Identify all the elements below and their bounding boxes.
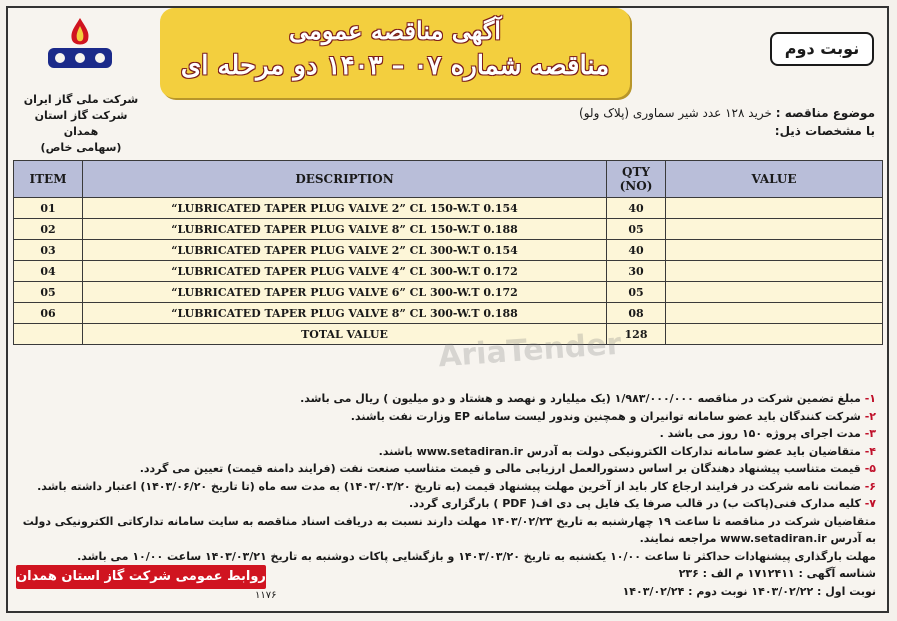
tender-number: مناقصه شماره ۰۷ – ۱۴۰۳ دو مرحله ای	[180, 51, 610, 81]
table-row	[14, 198, 883, 219]
deadline-line: مهلت بارگذاری پیشنهادات حداکثر تا ساعت ۱۰/۰۰ یکشنبه به تاریخ ۱۴۰۳/۰۳/۲۰ و بازگشایی پاکات دوشنبه به تاریخ ۱۴۰۳/۰۳/۲۱ ساعت ۱۰/۰۰ می باشد.	[77, 549, 876, 563]
public-relations-box: روابط عمومی شرکت گاز استان همدان	[16, 565, 266, 589]
cell-description: “LUBRICATED TAPER PLUG VALVE 4” CL 300-W.T 0.172	[83, 261, 607, 282]
ad-id-line: شناسه آگهی : ۱۷۱۲۴۱۱ م الف : ۲۳۶	[678, 567, 876, 580]
cell-description: “LUBRICATED TAPER PLUG VALVE 8” CL 150-W.T 0.188	[83, 219, 607, 240]
title-banner	[160, 8, 630, 98]
cell-description: “LUBRICATED TAPER PLUG VALVE 2” CL 300-W.T 0.154	[83, 240, 607, 261]
table-row	[14, 240, 883, 261]
cell-qty: 05	[607, 282, 666, 303]
header-value: VALUE	[666, 161, 883, 198]
round-badge: نوبت دوم	[770, 32, 874, 66]
cell-value	[666, 261, 883, 282]
note-item: ۲- شرکت کنندگان باید عضو سامانه توانیران و همچنین وندور لیست سامانه EP وزارت نفت باشند.	[350, 409, 876, 423]
cell-description: “LUBRICATED TAPER PLUG VALVE 8” CL 300-W.T 0.188	[83, 303, 607, 324]
table-row	[14, 282, 883, 303]
cell-qty: 08	[607, 303, 666, 324]
header-item: ITEM	[14, 161, 83, 198]
header-qty: QTY (NO)	[607, 161, 666, 198]
cell-value	[666, 198, 883, 219]
table-header-row	[14, 161, 883, 198]
cell-qty: 05	[607, 219, 666, 240]
note-item: ۱- مبلغ تضمین شرکت در مناقصه ۱/۹۸۳/۰۰۰/۰۰۰ (یک میلیارد و نهصد و هشتاد و دو میلیون ) ریال می باشد.	[300, 392, 876, 405]
note-item: ۶- ضمانت نامه شرکت در فرایند ارجاع کار باید از آخرین مهلت پیشنهاد قیمت (به تاریخ ۱۴۰۳/۰۳/۲۰) به مدت سه ماه (تا تاریخ ۱۴۰۳/۰۶/۲۰) اعتبار داشته باشد.	[37, 479, 876, 493]
note-item: ۴- متقاضیان باید عضو سامانه تدارکات الکترونیکی دولت به آدرس www.setadiran.ir باشند.	[378, 444, 876, 458]
total-qty: 128	[607, 324, 666, 345]
nigc-logo-icon	[30, 14, 130, 74]
note-item: ۵- قیمت متناسب پیشنهاد دهندگان بر اساس دستورالعمل ارزیابی مالی و قیمت متناسب صنعت نفت (فرایند دامنه قیمت) تعیین می گردد.	[139, 462, 876, 475]
cell-item: 01	[14, 198, 83, 219]
table-row	[14, 261, 883, 282]
cell-description: “LUBRICATED TAPER PLUG VALVE 2” CL 150-W.T 0.154	[83, 198, 607, 219]
cell-value	[666, 240, 883, 261]
cell-item: 06	[14, 303, 83, 324]
header-description: DESCRIPTION	[83, 161, 607, 198]
note-item: ۳- مدت اجرای پروژه ۱۵۰ روز می باشد .	[659, 427, 876, 440]
subject: موضوع مناقصه : خرید ۱۲۸ عدد شیر سماوری (پلاک ولو) با مشخصات ذیل:	[579, 106, 875, 138]
cell-item	[14, 324, 83, 345]
cell-qty: 40	[607, 198, 666, 219]
ad-title: آگهی مناقصه عمومی	[289, 16, 501, 45]
cell-description: “LUBRICATED TAPER PLUG VALVE 6” CL 300-W.T 0.172	[83, 282, 607, 303]
cell-value	[666, 219, 883, 240]
table-row	[14, 219, 883, 240]
note-item: ۷- کلیه مدارک فنی(پاکت ب) در قالب صرفا یک فایل پی دی اف( PDF ) بارگزاری گردد.	[408, 497, 876, 510]
company-name: شرکت ملی گاز ایران شرکت گاز استان همدان (سهامی خاص)	[23, 93, 139, 154]
cell-item: 03	[14, 240, 83, 261]
ad-code: ۱۱۷۶	[255, 590, 277, 601]
cell-value	[666, 282, 883, 303]
total-label: TOTAL VALUE	[83, 324, 607, 345]
cell-item: 05	[14, 282, 83, 303]
cell-item: 02	[14, 219, 83, 240]
svg-text:AriaTender: AriaTender	[437, 326, 623, 375]
note-paragraph: متقاضیان شرکت در مناقصه تا ساعت ۱۹ چهارشنبه به تاریخ ۱۴۰۳/۰۲/۲۳ مهلت دارند نسبت به دریافت اسناد مناقصه به سایت سامانه تدارکاتی الکترونیکی دولت به آدرس www.setadiran.ir مراجعه نمایند.	[22, 514, 876, 545]
cell-qty: 40	[607, 240, 666, 261]
cell-item: 04	[14, 261, 83, 282]
cell-qty: 30	[607, 261, 666, 282]
publish-dates-line: نوبت اول : ۱۴۰۳/۰۲/۲۲ نوبت دوم : ۱۴۰۳/۰۲/۲۴	[622, 584, 876, 598]
